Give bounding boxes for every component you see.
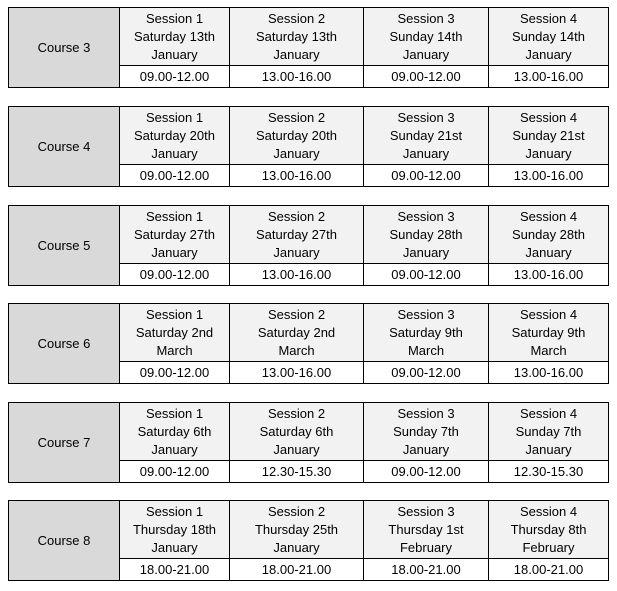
session-header bbox=[364, 501, 489, 559]
session-month: January bbox=[151, 46, 198, 62]
session-header bbox=[489, 501, 609, 559]
session-day: Saturday 27th bbox=[256, 226, 337, 242]
session-label: Session 4 bbox=[519, 109, 578, 125]
course-name: Course 7 bbox=[9, 403, 120, 483]
session-day: Saturday 13th bbox=[134, 28, 215, 44]
session-time: 09.00-12.00 bbox=[120, 66, 230, 88]
session-label: Session 4 bbox=[519, 405, 578, 421]
session-month: January bbox=[525, 46, 572, 62]
session-label: Session 4 bbox=[519, 208, 578, 224]
session-header bbox=[230, 304, 364, 362]
session-month: January bbox=[273, 539, 320, 555]
session-time: 13.00-16.00 bbox=[230, 66, 364, 88]
session-header bbox=[364, 8, 489, 66]
session-time: 13.00-16.00 bbox=[230, 165, 364, 187]
session-label: Session 1 bbox=[145, 306, 204, 322]
session-time: 09.00-12.00 bbox=[364, 66, 489, 88]
session-month: January bbox=[151, 145, 198, 161]
session-month: January bbox=[151, 539, 198, 555]
course-table bbox=[8, 7, 609, 88]
session-day: Thursday 8th bbox=[510, 521, 587, 537]
session-day: Sunday 21st bbox=[389, 127, 463, 143]
session-time: 13.00-16.00 bbox=[489, 264, 609, 286]
session-label: Session 3 bbox=[397, 503, 455, 519]
session-header bbox=[230, 501, 364, 559]
session-label: Session 1 bbox=[145, 503, 204, 519]
session-header bbox=[230, 403, 364, 461]
session-day: Saturday 13th bbox=[256, 28, 337, 44]
session-time: 18.00-21.00 bbox=[364, 559, 489, 581]
session-month: March bbox=[156, 342, 193, 358]
session-month: January bbox=[525, 145, 572, 161]
session-day: Saturday 20th bbox=[256, 127, 337, 143]
session-label: Session 4 bbox=[519, 503, 578, 519]
session-day: Sunday 21st bbox=[512, 127, 585, 143]
session-time: 09.00-12.00 bbox=[364, 461, 489, 483]
session-label: Session 2 bbox=[267, 109, 326, 125]
session-time: 12.30-15.30 bbox=[230, 461, 364, 483]
session-label: Session 3 bbox=[397, 109, 455, 125]
session-time: 13.00-16.00 bbox=[489, 165, 609, 187]
session-label: Session 3 bbox=[397, 405, 455, 421]
session-month: March bbox=[278, 342, 315, 358]
session-time: 13.00-16.00 bbox=[230, 264, 364, 286]
session-month: February bbox=[399, 539, 453, 555]
course-table bbox=[8, 106, 609, 187]
session-time: 09.00-12.00 bbox=[364, 264, 489, 286]
session-header bbox=[120, 501, 230, 559]
session-day: Saturday 27th bbox=[134, 226, 215, 242]
session-day: Saturday 2nd bbox=[135, 324, 214, 340]
session-header bbox=[489, 403, 609, 461]
session-header bbox=[230, 107, 364, 165]
session-header bbox=[489, 304, 609, 362]
session-label: Session 1 bbox=[145, 10, 204, 26]
session-time: 18.00-21.00 bbox=[120, 559, 230, 581]
session-label: Session 3 bbox=[397, 306, 455, 322]
session-day: Saturday 9th bbox=[511, 324, 586, 340]
session-time: 12.30-15.30 bbox=[489, 461, 609, 483]
session-label: Session 1 bbox=[145, 109, 204, 125]
session-label: Session 3 bbox=[397, 10, 455, 26]
session-month: January bbox=[273, 441, 320, 457]
session-label: Session 1 bbox=[145, 208, 204, 224]
session-month: January bbox=[273, 46, 320, 62]
session-time: 09.00-12.00 bbox=[120, 461, 230, 483]
session-month: January bbox=[151, 441, 198, 457]
session-day: Saturday 6th bbox=[259, 423, 334, 439]
session-header bbox=[120, 8, 230, 66]
session-time: 09.00-12.00 bbox=[120, 362, 230, 384]
session-label: Session 2 bbox=[267, 503, 326, 519]
session-label: Session 4 bbox=[519, 10, 578, 26]
course-table bbox=[8, 500, 609, 581]
course-name: Course 6 bbox=[9, 304, 120, 384]
session-month: January bbox=[402, 46, 450, 62]
session-month: January bbox=[273, 145, 320, 161]
session-day: Sunday 7th bbox=[515, 423, 582, 439]
session-time: 09.00-12.00 bbox=[364, 362, 489, 384]
session-month: January bbox=[402, 244, 450, 260]
session-day: Sunday 14th bbox=[389, 28, 463, 44]
session-day: Thursday 18th bbox=[132, 521, 217, 537]
course-name: Course 3 bbox=[9, 8, 120, 88]
session-time: 09.00-12.00 bbox=[120, 264, 230, 286]
session-header bbox=[120, 304, 230, 362]
course-table bbox=[8, 402, 609, 483]
session-day: Sunday 28th bbox=[389, 226, 463, 242]
session-header bbox=[489, 206, 609, 264]
session-header bbox=[230, 206, 364, 264]
session-label: Session 2 bbox=[267, 208, 326, 224]
session-label: Session 4 bbox=[519, 306, 578, 322]
session-label: Session 2 bbox=[267, 405, 326, 421]
session-header bbox=[120, 206, 230, 264]
session-month: February bbox=[522, 539, 575, 555]
session-header bbox=[489, 107, 609, 165]
session-month: January bbox=[402, 145, 450, 161]
session-day: Saturday 20th bbox=[134, 127, 215, 143]
session-label: Session 2 bbox=[267, 10, 326, 26]
session-header bbox=[489, 8, 609, 66]
session-time: 18.00-21.00 bbox=[230, 559, 364, 581]
session-time: 18.00-21.00 bbox=[489, 559, 609, 581]
session-header bbox=[120, 403, 230, 461]
session-day: Sunday 28th bbox=[511, 226, 585, 242]
course-name: Course 8 bbox=[9, 501, 120, 581]
session-month: March bbox=[530, 342, 567, 358]
session-header bbox=[120, 107, 230, 165]
session-day: Saturday 9th bbox=[389, 324, 463, 340]
session-time: 13.00-16.00 bbox=[230, 362, 364, 384]
session-header bbox=[364, 107, 489, 165]
session-day: Thursday 1st bbox=[388, 521, 464, 537]
session-header bbox=[364, 304, 489, 362]
session-header bbox=[230, 8, 364, 66]
session-month: January bbox=[273, 244, 320, 260]
session-day: Saturday 6th bbox=[137, 423, 212, 439]
session-time: 09.00-12.00 bbox=[120, 165, 230, 187]
session-month: March bbox=[407, 342, 445, 358]
course-table bbox=[8, 205, 609, 286]
session-day: Saturday 2nd bbox=[257, 324, 336, 340]
session-header bbox=[364, 206, 489, 264]
session-label: Session 3 bbox=[397, 208, 455, 224]
session-month: January bbox=[525, 441, 572, 457]
course-name: Course 5 bbox=[9, 206, 120, 286]
session-day: Sunday 7th bbox=[393, 423, 459, 439]
session-time: 13.00-16.00 bbox=[489, 66, 609, 88]
session-header bbox=[364, 403, 489, 461]
course-table bbox=[8, 303, 609, 384]
course-name: Course 4 bbox=[9, 107, 120, 187]
session-day: Sunday 14th bbox=[511, 28, 585, 44]
session-label: Session 2 bbox=[267, 306, 326, 322]
session-time: 13.00-16.00 bbox=[489, 362, 609, 384]
session-time: 09.00-12.00 bbox=[364, 165, 489, 187]
session-label: Session 1 bbox=[145, 405, 204, 421]
session-month: January bbox=[151, 244, 198, 260]
session-month: January bbox=[402, 441, 450, 457]
session-month: January bbox=[525, 244, 572, 260]
session-day: Thursday 25th bbox=[254, 521, 339, 537]
